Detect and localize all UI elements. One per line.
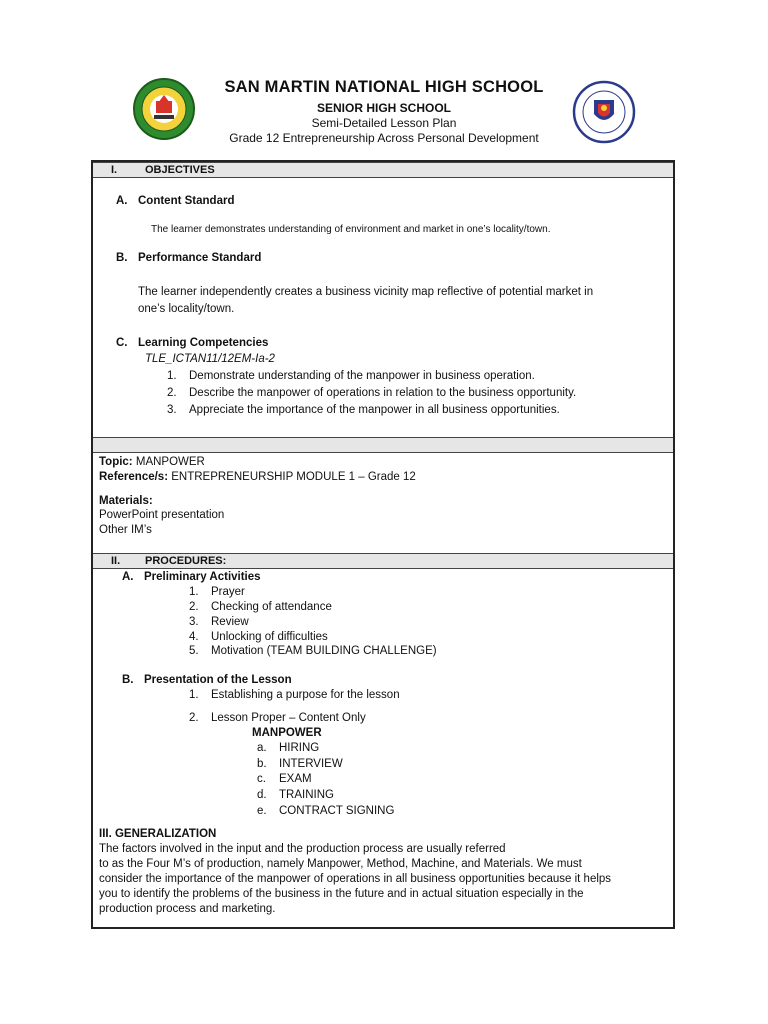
manpower-item-text: EXAM — [279, 773, 312, 785]
activity-number: 4. — [189, 631, 199, 643]
subject-title: Grade 12 Entrepreneurship Across Personal Development — [229, 131, 539, 145]
reference-label: Reference/s: — [99, 471, 169, 483]
generalization-title: III. GENERALIZATION — [99, 828, 217, 840]
performance-standard-text-line2: one’s locality/town. — [138, 303, 235, 315]
lesson-step-number: 2. — [189, 712, 199, 724]
materials-label: Materials: — [99, 495, 153, 507]
activity-text: Unlocking of difficulties — [211, 631, 328, 643]
competency-number: 1. — [167, 370, 177, 382]
activity-number: 3. — [189, 616, 199, 628]
learning-competencies-title: Learning Competencies — [138, 337, 269, 349]
preliminary-letter: A. — [122, 571, 134, 583]
manpower-item-letter: d. — [257, 789, 267, 801]
performance-standard-letter: B. — [116, 252, 128, 264]
procedures-header-bar — [93, 553, 673, 569]
topic-label: Topic: — [99, 456, 133, 468]
material-item: PowerPoint presentation — [99, 509, 225, 521]
school-name: SAN MARTIN NATIONAL HIGH SCHOOL — [224, 78, 544, 96]
competency-number: 2. — [167, 387, 177, 399]
activity-text: Motivation (TEAM BUILDING CHALLENGE) — [211, 645, 437, 657]
performance-standard-title: Performance Standard — [138, 252, 262, 264]
competency-text: Appreciate the importance of the manpower in all business opportunities. — [189, 404, 560, 416]
generalization-line: The factors involved in the input and the production process are usually referred — [99, 843, 506, 855]
manpower-item-text: HIRING — [279, 742, 320, 754]
competency-text: Demonstrate understanding of the manpower in business operation. — [189, 370, 535, 382]
lesson-step-text: Establishing a purpose for the lesson — [211, 689, 400, 701]
manpower-item-letter: c. — [257, 773, 266, 785]
manpower-item-letter: a. — [257, 742, 267, 754]
preliminary-title: Preliminary Activities — [144, 571, 261, 583]
activity-number: 2. — [189, 601, 199, 613]
presentation-letter: B. — [122, 674, 134, 686]
material-item: Other IM’s — [99, 524, 152, 536]
lesson-plan-table — [91, 160, 675, 929]
lesson-step-number: 1. — [189, 689, 199, 701]
reference-value: ENTREPRENEURSHIP MODULE 1 – Grade 12 — [171, 471, 416, 483]
content-standard-text: The learner demonstrates understanding of environment and market in one’s locality/town. — [151, 224, 551, 235]
topic-value: MANPOWER — [135, 456, 205, 468]
generalization-line: you to identify the problems of the business in the future and in actual situation especially in the — [99, 888, 584, 900]
generalization-line: consider the importance of the manpower of operations in all business opportunities because it helps — [99, 873, 612, 885]
competency-code: TLE_ICTAN11/12EM-Ia-2 — [145, 353, 275, 365]
activity-number: 5. — [189, 645, 199, 657]
section-separator-bar — [93, 437, 673, 453]
procedures-number: II. — [111, 555, 121, 567]
objectives-title: OBJECTIVES — [145, 164, 215, 176]
procedures-title: PROCEDURES: — [145, 555, 227, 567]
activity-number: 1. — [189, 586, 199, 598]
competency-text: Describe the manpower of operations in relation to the business opportunity. — [189, 387, 577, 399]
learning-competencies-letter: C. — [116, 337, 128, 349]
manpower-item-letter: b. — [257, 758, 267, 770]
presentation-title: Presentation of the Lesson — [144, 674, 292, 686]
manpower-item-text: TRAINING — [279, 789, 334, 801]
lesson-step-text: Lesson Proper – Content Only — [211, 712, 366, 724]
reference-row — [99, 471, 416, 483]
objectives-header-bar — [93, 162, 673, 178]
performance-standard-text-line1: The learner independently creates a business vicinity map reflective of potential market in — [138, 286, 594, 298]
generalization-line: production process and marketing. — [99, 903, 276, 915]
content-standard-letter: A. — [116, 195, 128, 207]
activity-text: Review — [211, 616, 249, 628]
manpower-item-text: CONTRACT SIGNING — [279, 805, 395, 817]
competency-number: 3. — [167, 404, 177, 416]
topic-row — [99, 456, 205, 468]
content-standard-title: Content Standard — [138, 195, 235, 207]
activity-text: Prayer — [211, 586, 245, 598]
activity-text: Checking of attendance — [211, 601, 332, 613]
manpower-item-letter: e. — [257, 805, 267, 817]
school-level: SENIOR HIGH SCHOOL — [316, 101, 451, 115]
manpower-subtitle: MANPOWER — [252, 727, 322, 739]
manpower-item-text: INTERVIEW — [279, 758, 343, 770]
objectives-number: I. — [111, 164, 118, 176]
document-header — [0, 78, 768, 145]
generalization-line: to as the Four M’s of production, namely Manpower, Method, Machine, and Materials. We must — [99, 858, 582, 870]
plan-type: Semi-Detailed Lesson Plan — [311, 116, 457, 130]
